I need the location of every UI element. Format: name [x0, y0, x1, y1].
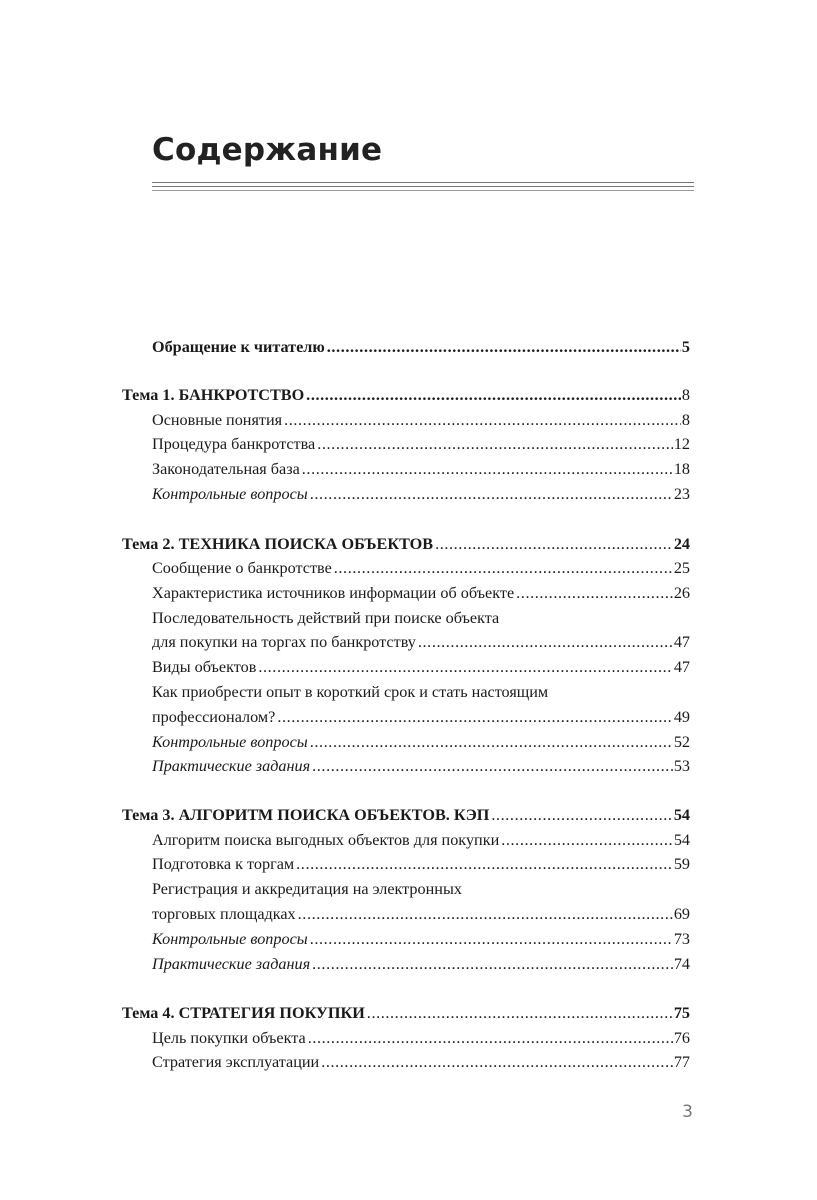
- toc-topic-3[interactable]: [122, 804, 690, 826]
- toc-entry-title: Подготовка к торгам: [152, 855, 295, 873]
- toc-entry[interactable]: [152, 557, 690, 579]
- toc-topic-2[interactable]: [122, 533, 690, 555]
- toc-entry-page: 73: [673, 930, 690, 948]
- toc-entry[interactable]: [152, 755, 690, 777]
- toc-leader: [418, 631, 673, 653]
- toc-entry-title: Контрольные вопросы: [152, 733, 308, 751]
- toc-entry-page: 77: [673, 1053, 690, 1071]
- toc-leader: [277, 706, 672, 728]
- toc-entry-title: торговых площадках: [152, 905, 296, 923]
- toc-entry-title: Сообщение о банкротстве: [152, 559, 332, 577]
- toc-entry-title: Практические задания: [152, 757, 311, 775]
- toc-entry[interactable]: [152, 706, 690, 728]
- toc-leader: [298, 903, 673, 925]
- toc-entry-page: 54: [673, 806, 690, 824]
- page-title: Содержание: [152, 132, 383, 168]
- toc-entry[interactable]: [152, 928, 690, 950]
- toc-entry-page: 69: [673, 905, 690, 923]
- toc-entry[interactable]: [152, 458, 690, 480]
- toc-entry-page: 12: [673, 435, 690, 453]
- toc-entry-title: для покупки на торгах по банкротству: [152, 633, 416, 651]
- toc-entry-page: 53: [673, 757, 690, 775]
- toc-entry-page: 54: [673, 831, 690, 849]
- toc-entry-page: 18: [673, 460, 690, 478]
- toc-entry-title: Тема 1. БАНКРОТСТВО: [122, 386, 305, 404]
- toc-entry-title: Законодательная база: [152, 460, 300, 478]
- toc-topic-1[interactable]: [122, 384, 690, 406]
- toc-entry-page: 74: [673, 955, 690, 973]
- toc-leader: [321, 1051, 673, 1073]
- toc-entry-page: 52: [673, 733, 690, 751]
- toc-entry-title: Контрольные вопросы: [152, 930, 308, 948]
- toc-entry[interactable]: [152, 953, 690, 975]
- toc-entry-page: 59: [673, 855, 690, 873]
- title-rule: [152, 182, 694, 183]
- toc-entry-title: Тема 2. ТЕХНИКА ПОИСКА ОБЪЕКТОВ: [122, 535, 434, 553]
- toc-leader: [367, 1002, 673, 1024]
- toc-leader: [258, 656, 672, 678]
- toc-entry-preface[interactable]: [152, 336, 690, 358]
- toc-entry-title: Основные понятия: [152, 411, 283, 429]
- toc-leader: [306, 384, 681, 406]
- toc-leader: [317, 433, 673, 455]
- title-rule: [152, 190, 694, 191]
- title-rule: [152, 186, 694, 187]
- toc-entry-title: Процедура банкротства: [152, 435, 316, 453]
- toc-entry[interactable]: [152, 433, 690, 455]
- toc-entry-page: 47: [673, 633, 690, 651]
- toc-entry-page: 25: [673, 559, 690, 577]
- toc-entry-page: 76: [673, 1029, 690, 1047]
- toc-entry-page: 5: [681, 338, 690, 356]
- toc-leader: [327, 336, 681, 358]
- toc-topic-4[interactable]: [122, 1002, 690, 1024]
- toc-entry[interactable]: [152, 829, 690, 851]
- toc-leader: [312, 755, 673, 777]
- toc-entry-page: 23: [673, 485, 690, 503]
- toc-entry-title: Тема 3. АЛГОРИТМ ПОИСКА ОБЪЕКТОВ. КЭП: [122, 806, 490, 824]
- toc-entry[interactable]: [152, 1027, 690, 1049]
- toc-entry[interactable]: [152, 409, 690, 431]
- toc-leader: [435, 533, 673, 555]
- toc-entry-page: 24: [673, 535, 690, 553]
- toc-entry[interactable]: [152, 631, 690, 653]
- toc-entry-title: Практические задания: [152, 955, 311, 973]
- toc-entry-title: Характеристика источников информации об объекте: [152, 584, 515, 602]
- toc-leader: [310, 731, 673, 753]
- toc-entry-title-line1[interactable]: Как приобрести опыт в короткий срок и стать настоящим: [152, 683, 549, 701]
- toc-entry[interactable]: [152, 853, 690, 875]
- toc-entry[interactable]: [152, 656, 690, 678]
- toc-leader: [302, 458, 673, 480]
- toc-entry[interactable]: [152, 582, 690, 604]
- toc-leader: [296, 853, 673, 875]
- toc-leader: [491, 804, 672, 826]
- toc-entry-page: 26: [673, 584, 690, 602]
- toc-entry-title-line1[interactable]: Регистрация и аккредитация на электронных: [152, 880, 462, 898]
- toc-entry[interactable]: [152, 483, 690, 505]
- toc-leader: [334, 557, 673, 579]
- toc-entry[interactable]: [152, 1051, 690, 1073]
- toc-entry-page: 75: [673, 1004, 690, 1022]
- toc-leader: [501, 829, 673, 851]
- toc-entry-title: Виды объектов: [152, 658, 257, 676]
- toc-entry-title-line1[interactable]: Последовательность действий при поиске объекта: [152, 609, 500, 627]
- toc-leader: [516, 582, 673, 604]
- toc-entry-page: 8: [681, 411, 690, 429]
- toc-leader: [308, 1027, 673, 1049]
- toc-entry-title: Обращение к читателю: [152, 338, 325, 356]
- toc-leader: [312, 953, 673, 975]
- toc-entry[interactable]: [152, 903, 690, 925]
- page-number: 3: [682, 1102, 693, 1122]
- toc-entry-title: Стратегия эксплуатации: [152, 1053, 320, 1071]
- toc-entry-title: Алгоритм поиска выгодных объектов для покупки: [152, 831, 500, 849]
- toc-leader: [284, 409, 681, 431]
- toc-entry-page: 8: [681, 386, 690, 404]
- toc-entry[interactable]: [152, 731, 690, 753]
- toc-entry-page: 47: [673, 658, 690, 676]
- toc-entry-title: Тема 4. СТРАТЕГИЯ ПОКУПКИ: [122, 1004, 365, 1022]
- toc-entry-title: Контрольные вопросы: [152, 485, 308, 503]
- toc-leader: [310, 483, 673, 505]
- toc-entry-page: 49: [673, 708, 690, 726]
- toc-entry-title: профессионалом?: [152, 708, 276, 726]
- toc-leader: [310, 928, 673, 950]
- toc-entry-title: Цель покупки объекта: [152, 1029, 306, 1047]
